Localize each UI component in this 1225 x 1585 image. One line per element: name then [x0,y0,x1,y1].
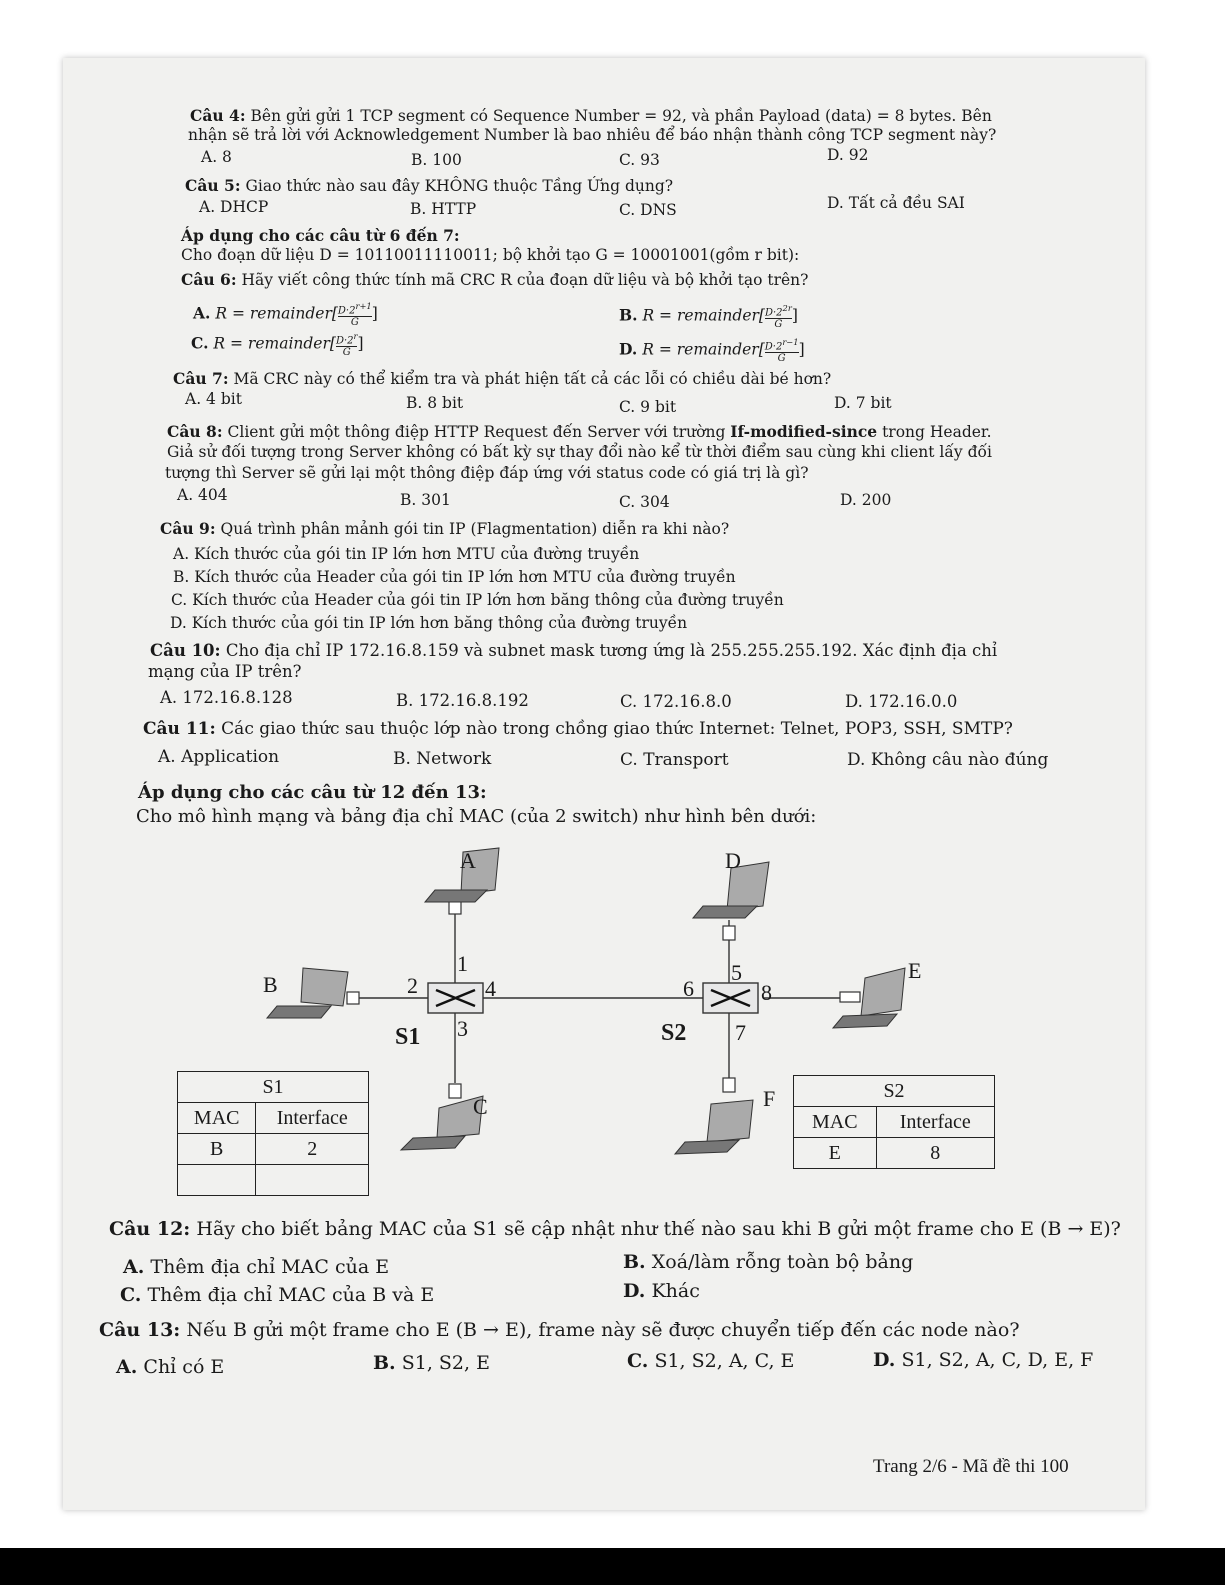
question-text: Hãy viết công thức tính mã CRC R của đoạn dữ liệu và bộ khởi tạo trên? [241,271,809,289]
exam-content [63,58,1145,1510]
question-4 [190,106,1090,126]
question-text: Các giao thức sau thuộc lớp nào trong chồng giao thức Internet: Telnet, POP3, SSH, SMTP? [221,719,1013,739]
section-heading-12-13: Áp dụng cho các câu từ 12 đến 13: [138,782,487,803]
column-header-interface: Interface [876,1107,994,1138]
option-a: A. 4 bit [185,390,242,408]
bottom-black-bar [0,1548,1225,1585]
computer-b-icon [267,968,348,1018]
option-c: C. Kích thước của Header của gói tin IP lớn hơn băng thông của đường truyền [171,591,784,609]
column-header-mac: MAC [178,1103,256,1134]
option-d: D. 200 [840,491,892,509]
option-b: B. Xoá/làm rỗng toàn bộ bảng [623,1251,914,1273]
question-label: Câu 13: [99,1319,181,1341]
host-a-label: A [460,848,476,873]
port-2-label: 2 [407,973,418,998]
question-label: Câu 12: [109,1218,191,1240]
question-text: Bên gửi gửi 1 TCP segment có Sequence Number = 92, và phần Payload (data) = 8 bytes. Bên [250,107,992,125]
question-text: Nếu B gửi một frame cho E (B → E), frame này sẽ được chuyển tiếp đến các node nào? [186,1319,1020,1341]
option-d: D. 92 [827,146,869,164]
cell-mac: B [178,1134,256,1165]
switch-s2-label: S2 [661,1020,687,1046]
option-a: A. DHCP [199,198,269,216]
exam-page [63,58,1145,1510]
option-c: C. S1, S2, A, C, E [627,1350,795,1372]
option-b: B. Kích thước của Header của gói tin IP lớn hơn MTU của đường truyền [173,568,736,586]
option-b: B. Network [393,749,492,769]
host-c-label: C [473,1094,488,1119]
port-7-label: 7 [735,1020,746,1045]
option-b: B. HTTP [410,200,477,218]
question-12 [109,1218,1129,1241]
cell-interface: 2 [256,1134,369,1165]
option-a: A. Thêm địa chỉ MAC của E [123,1256,390,1278]
option-b: B. 172.16.8.192 [396,691,529,710]
question-label: Câu 7: [173,369,229,388]
option-c: C. Transport [620,750,729,770]
column-header-interface: Interface [256,1103,369,1134]
host-b-label: B [263,972,278,997]
cell-empty [256,1165,369,1196]
question-7 [173,369,831,389]
option-a: A. Chỉ có E [116,1356,225,1378]
option-b: B. R = remainder[ $\frac{D\cdot 2^{2r}}{G}$] [619,303,798,331]
cell-mac: E [794,1138,877,1169]
question-text: Hãy cho biết bảng MAC của S1 sẽ cập nhật như thế nào sau khi B gửi một frame cho E (B → E)? [196,1218,1121,1240]
option-d: D. S1, S2, A, C, D, E, F [873,1349,1094,1371]
option-c: C. 172.16.8.0 [620,692,732,711]
computer-f-icon [675,1100,753,1154]
option-c: C. Thêm địa chỉ MAC của B và E [120,1284,435,1306]
question-text: Cho địa chỉ IP 172.16.8.159 và subnet mask tương ứng là 255.255.255.192. Xác định địa chỉ [225,641,998,660]
question-5 [185,176,673,196]
port-1-label: 1 [457,951,468,976]
option-d: D. 172.16.0.0 [845,692,958,711]
option-d: D. Kích thước của gói tin IP lớn hơn băng thông của đường truyền [170,614,688,632]
host-f-label: F [763,1086,776,1111]
cell-empty [178,1165,256,1196]
port-6-label: 6 [683,976,694,1001]
question-8: Câu 8: Client gửi một thông điệp HTTP Request đến Server với trường If-modified-since trong Header. [167,422,992,441]
port-5-label: 5 [731,960,742,985]
option-a: A. R = remainder[ $\frac{D\cdot 2^{r+1}}{G}$] [193,301,378,329]
option-d: D. 7 bit [834,394,892,412]
computer-c-icon [401,1096,483,1150]
option-c: C. 93 [619,151,660,169]
host-d-label: D [725,848,741,873]
port-3-label: 3 [457,1016,468,1041]
option-b: B. 8 bit [406,394,464,412]
question-6 [181,270,808,290]
question-text: Quá trình phân mảnh gói tin IP (Flagmentation) diễn ra khi nào? [220,520,730,538]
question-label: Câu 6: [181,270,237,289]
switch-s1-icon [428,983,483,1013]
cell-interface: 8 [876,1138,994,1169]
question-label: Câu 11: [143,719,216,739]
s1-mac-table [177,1071,369,1196]
switch-s1-label: S1 [395,1024,421,1050]
question-text: Giao thức nào sau đây KHÔNG thuộc Tầng Ứng dụng? [245,177,674,195]
option-d: D. R = remainder[ $\frac{D\cdot 2^{r-1}}{G}$] [619,337,805,365]
question-label: Câu 9: [160,519,216,538]
question-11 [143,720,1143,739]
option-c: C. DNS [619,201,677,219]
section-text-6-7: Cho đoạn dữ liệu D = 10110011110011; bộ khởi tạo G = 10001001(gồm r bit): [181,246,800,264]
question-text: Mã CRC này có thể kiểm tra và phát hiện tất cả các lỗi có chiều dài bé hơn? [233,370,832,388]
switch-s2-icon [703,983,758,1013]
question-9 [160,519,729,539]
option-d: D. Tất cả đều SAI [827,194,965,212]
page-footer: Trang 2/6 - Mã đề thi 100 [873,1456,1069,1477]
column-header-mac: MAC [794,1107,877,1138]
option-a: A. 404 [177,486,228,504]
option-a: A. 172.16.8.128 [160,688,293,707]
host-e-label: E [908,958,922,983]
table-title: S1 [178,1072,369,1103]
section-text-12-13: Cho mô hình mạng và bảng địa chỉ MAC (của 2 switch) như hình bên dưới: [136,806,817,827]
port-4-label: 4 [485,976,496,1001]
question-10-line2: mạng của IP trên? [148,662,302,681]
question-8-line3: tượng thì Server sẽ gửi lại một thông điệp đáp ứng với status code có giá trị là gì? [165,464,809,482]
question-label: Câu 10: [150,641,221,660]
option-b: B. S1, S2, E [373,1352,490,1374]
option-a: A. Application [158,747,280,767]
option-d: D. Không câu nào đúng [847,750,1049,770]
section-heading-6-7: Áp dụng cho các câu từ 6 đến 7: [181,226,460,245]
question-label: Câu 5: [185,176,241,195]
option-a: A. Kích thước của gói tin IP lớn hơn MTU của đường truyền [173,545,640,563]
question-4-line2: nhận sẽ trả lời với Acknowledgement Number là bao nhiêu để báo nhận thành công TCP segment này? [188,126,997,144]
option-c: C. R = remainder[ $\frac{D\cdot 2^r}{G}$] [191,331,364,359]
question-8-line2: Giả sử đối tượng trong Server không có bất kỳ sự thay đổi nào kể từ thời điểm sau cùng khi client lấy đối [167,443,992,461]
question-10 [150,641,1130,660]
port-8-label: 8 [761,980,772,1005]
question-label: Câu 4: [190,106,246,125]
option-a: A. 8 [201,148,232,166]
option-c: C. 304 [619,493,670,511]
s2-mac-table [793,1075,995,1169]
question-label: Câu 8: [167,422,223,441]
option-b: B. 100 [411,151,462,169]
option-c: C. 9 bit [619,398,677,416]
table-title: S2 [794,1076,995,1107]
option-d: D. Khác [623,1280,700,1302]
option-b: B. 301 [400,491,451,509]
question-13 [99,1319,1129,1342]
